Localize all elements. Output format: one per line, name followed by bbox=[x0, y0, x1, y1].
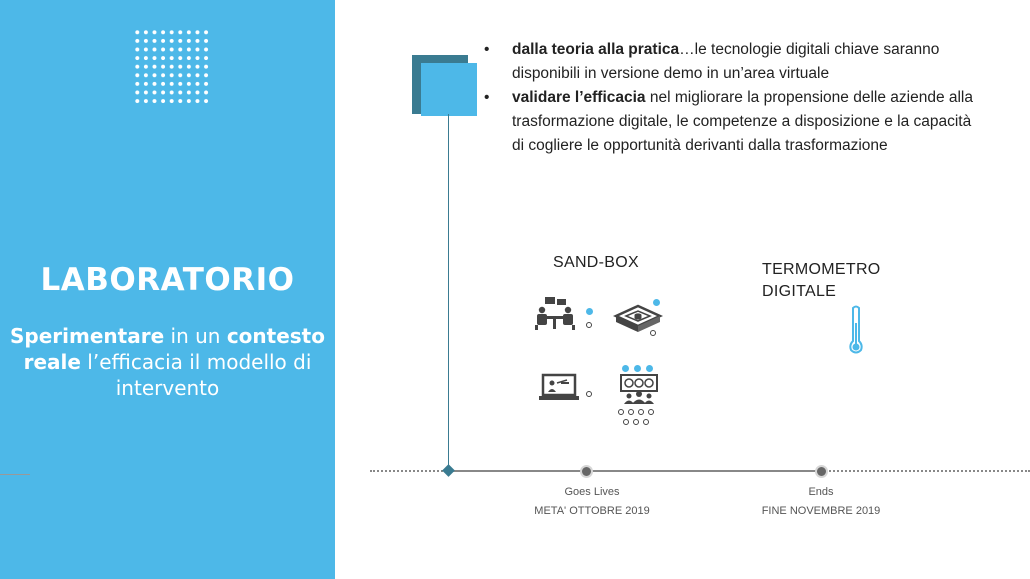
bullet-bold: validare l’efficacia bbox=[512, 89, 646, 106]
subtitle-text-1: in un bbox=[164, 324, 227, 348]
sandbox-dot-filled bbox=[653, 299, 660, 306]
sandbox-dot-filled bbox=[622, 365, 629, 372]
panel-title: LABORATORIO bbox=[40, 262, 295, 298]
milestone-ends-date: FINE NOVEMBRE 2019 bbox=[761, 505, 881, 517]
milestone-goes-live-label: Goes Lives bbox=[564, 486, 620, 498]
milestone-goes-live-marker bbox=[580, 465, 593, 478]
thermometer-icon bbox=[849, 305, 863, 355]
bullet-bold: dalla teoria alla pratica bbox=[512, 41, 680, 58]
laptop-presentation-icon bbox=[537, 373, 581, 403]
thermometer-title-line2: DIGITALE bbox=[762, 283, 837, 300]
conference-icon bbox=[619, 374, 659, 406]
sandbox-dot-open bbox=[638, 409, 644, 415]
milestone-ends-label: Ends bbox=[808, 486, 834, 498]
subtitle-text-2: l’efficacia il modello di intervento bbox=[80, 350, 312, 400]
sandbox-dot-filled bbox=[646, 365, 653, 372]
subtitle-bold-1: Sperimentare bbox=[10, 324, 165, 348]
timeline-start-diamond bbox=[442, 464, 455, 477]
thermometer-title-line1: TERMOMETRO bbox=[762, 261, 881, 278]
left-edge-line bbox=[0, 474, 30, 475]
milestone-ends-marker bbox=[815, 465, 828, 478]
bullet-text: nel migliorare la propensione delle aziende alla trasformazione digitale, le competenze a disposizione e la capacità di cogliere le opportunità derivanti dalla trasformazione bbox=[512, 89, 973, 154]
sandbox-dot-open bbox=[618, 409, 624, 415]
meeting-icon bbox=[533, 296, 577, 330]
thermometer-title bbox=[762, 259, 881, 303]
milestone-goes-live-date: META' OTTOBRE 2019 bbox=[534, 505, 650, 517]
sandbox-dot-filled bbox=[634, 365, 641, 372]
sandbox-title: SAND-BOX bbox=[553, 254, 639, 271]
bullet-item bbox=[484, 86, 984, 158]
bullet-item bbox=[484, 38, 984, 86]
sandbox-dot-open bbox=[586, 391, 592, 397]
sandbox-dot-open bbox=[633, 419, 639, 425]
subtitle-bold-2: contesto reale bbox=[23, 324, 325, 374]
panel-subtitle bbox=[10, 323, 325, 401]
sandbox-dot-open bbox=[623, 419, 629, 425]
bullet-text: …le tecnologie digitali chiave saranno disponibili in versione demo in un’area virtuale bbox=[512, 41, 940, 82]
sandbox-dot-open bbox=[650, 330, 656, 336]
server-box-icon bbox=[612, 302, 664, 336]
left-panel bbox=[0, 0, 335, 579]
sandbox-dot-open bbox=[643, 419, 649, 425]
sandbox-dot-open bbox=[648, 409, 654, 415]
bullet-list bbox=[484, 38, 984, 158]
sandbox-dot-open bbox=[586, 322, 592, 328]
vertical-connector bbox=[448, 114, 449, 472]
sandbox-dot-open bbox=[628, 409, 634, 415]
timeline-solid-segment bbox=[448, 470, 822, 472]
decor-square-front bbox=[421, 63, 477, 116]
dot-grid-decoration bbox=[133, 28, 211, 106]
sandbox-dot-filled bbox=[586, 308, 593, 315]
